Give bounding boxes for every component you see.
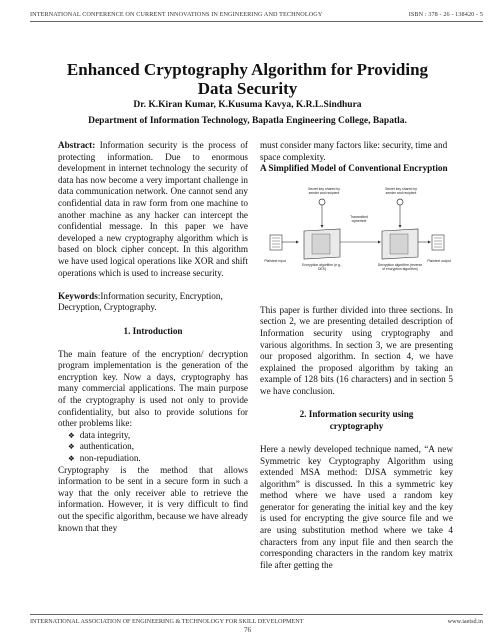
title-line-2: Data Security — [197, 79, 298, 98]
right-column — [260, 140, 453, 571]
encryption-algo-label: Encryption algorithm (e.g., DES) — [302, 262, 342, 271]
list-item: ❖ authentication, — [68, 441, 248, 453]
decryption-algo-label: Decryption algorithm (reverse of encryption algorithm) — [377, 262, 423, 271]
key-right-label: Secret key shared by sender and recipient — [385, 186, 417, 195]
plaintext-output-label: Plaintext output — [427, 258, 451, 263]
website: www.iaetsd.in — [447, 618, 483, 625]
plaintext-input-doc — [270, 235, 282, 250]
plaintext-output-doc — [432, 235, 444, 250]
running-header — [30, 11, 483, 22]
keywords-text: :Information security, Encryption, Decryption, Cryptography. — [58, 290, 223, 313]
keywords — [58, 291, 248, 314]
intro-heading: 1. Introduction — [123, 325, 183, 336]
continued-text: must consider many factors like: security, time and space complexity. — [260, 140, 448, 162]
model-heading: A Simplified Model of Conventional Encryption — [260, 163, 448, 174]
abstract — [58, 140, 248, 279]
section2-heading-line-2: cryptography — [329, 420, 384, 431]
intro-paragraph-1: The main feature of the encryption/ decryption program implementation is the generation of the encryption key. Now a days, cryptography has many commercial applications. The main purpose of the cryptography is used not only to provide confidentiality, but also to provide solutions for other problems like: — [58, 348, 248, 429]
key-left-label: Secret key shared by sender and recipient — [308, 186, 340, 195]
section2-heading-line-1: 2. Information security using — [299, 409, 414, 420]
paper-title — [0, 60, 495, 98]
encryption-diagram — [260, 179, 453, 299]
key-icon — [319, 199, 325, 205]
title-line-1: Enhanced Cryptography Algorithm for Providing — [66, 60, 429, 79]
abstract-text: Information security is the process of protecting information. Due to enormous development in internet technology the security of data has now become a very important challenge in data communication network. One cannot send any confidential data in raw form from one machine to another machine as any hacker can intercept the confidential message. In this paper we have developed a new cryptography algorithm which is based on block cipher concept. In this algorithm we have used logical operations like XOR and shift operations which is used to increase security. — [58, 140, 248, 278]
abstract-label: Abstract: — [58, 140, 96, 150]
sections-paragraph: This paper is further divided into three sections. In section 2, we are presenting detailed description of Information security using cryptography and various algorithms. In section 3, we are presenting our proposed algorithm. In section 4, we have explained the proposed algorithm by taking an example of 128 bits (16 characters) and in section 5 we have conclusion. — [260, 304, 453, 396]
department: Department of Information Technology, Bapatla Engineering College, Bapatla. — [88, 116, 407, 126]
transmitted-label: Transmitted ciphertext — [350, 214, 368, 223]
encryption-model-figure — [260, 179, 453, 299]
intro-paragraph-2: Cryptography is the method that allows information to be sent in a secure form in such a way that the only receiver able to retrieve the information. However, it is very difficult to find out the specific algorithm, because we have already known that they — [58, 464, 248, 533]
problem-list — [58, 430, 248, 465]
section2-paragraph: Here a newly developed technique named, “A new Symmetric key Cryptography Algorithm using extended MSA method: DJSA symmetric key algorithm” is discussed. In this a symmetric key method where we have used a random key generator for generating the initial key and the key is used for encrypting the give source file and we are using substitution method where we take 4 characters from any input file and then search the corresponding characters in the random key matrix file after getting the — [260, 443, 453, 570]
page-number: 76 — [244, 626, 251, 634]
key-icon — [397, 199, 403, 205]
keywords-label: Keywords — [58, 290, 98, 301]
section2-heading — [260, 409, 453, 432]
list-item: ❖ non-repudiation. — [68, 453, 248, 465]
plaintext-input-label: Plaintext input — [264, 258, 286, 263]
isbn: ISBN : 378 - 26 - 138420 - 5 — [408, 11, 483, 18]
conference-name: INTERNATIONAL CONFERENCE ON CURRENT INNOVATIONS IN ENGINEERING AND TECHNOLOGY — [30, 11, 323, 18]
association-name: INTERNATIONAL ASSOCIATION OF ENGINEERING & TECHNOLOGY FOR SKILL DEVELOPMENT — [30, 618, 304, 625]
running-footer — [30, 614, 483, 625]
authors: Dr. K.Kiran Kumar, K.Kusuma Kavya, K.R.L.Sindhura — [133, 100, 362, 110]
left-column — [58, 140, 248, 534]
list-item: ❖ data integrity, — [68, 430, 248, 442]
